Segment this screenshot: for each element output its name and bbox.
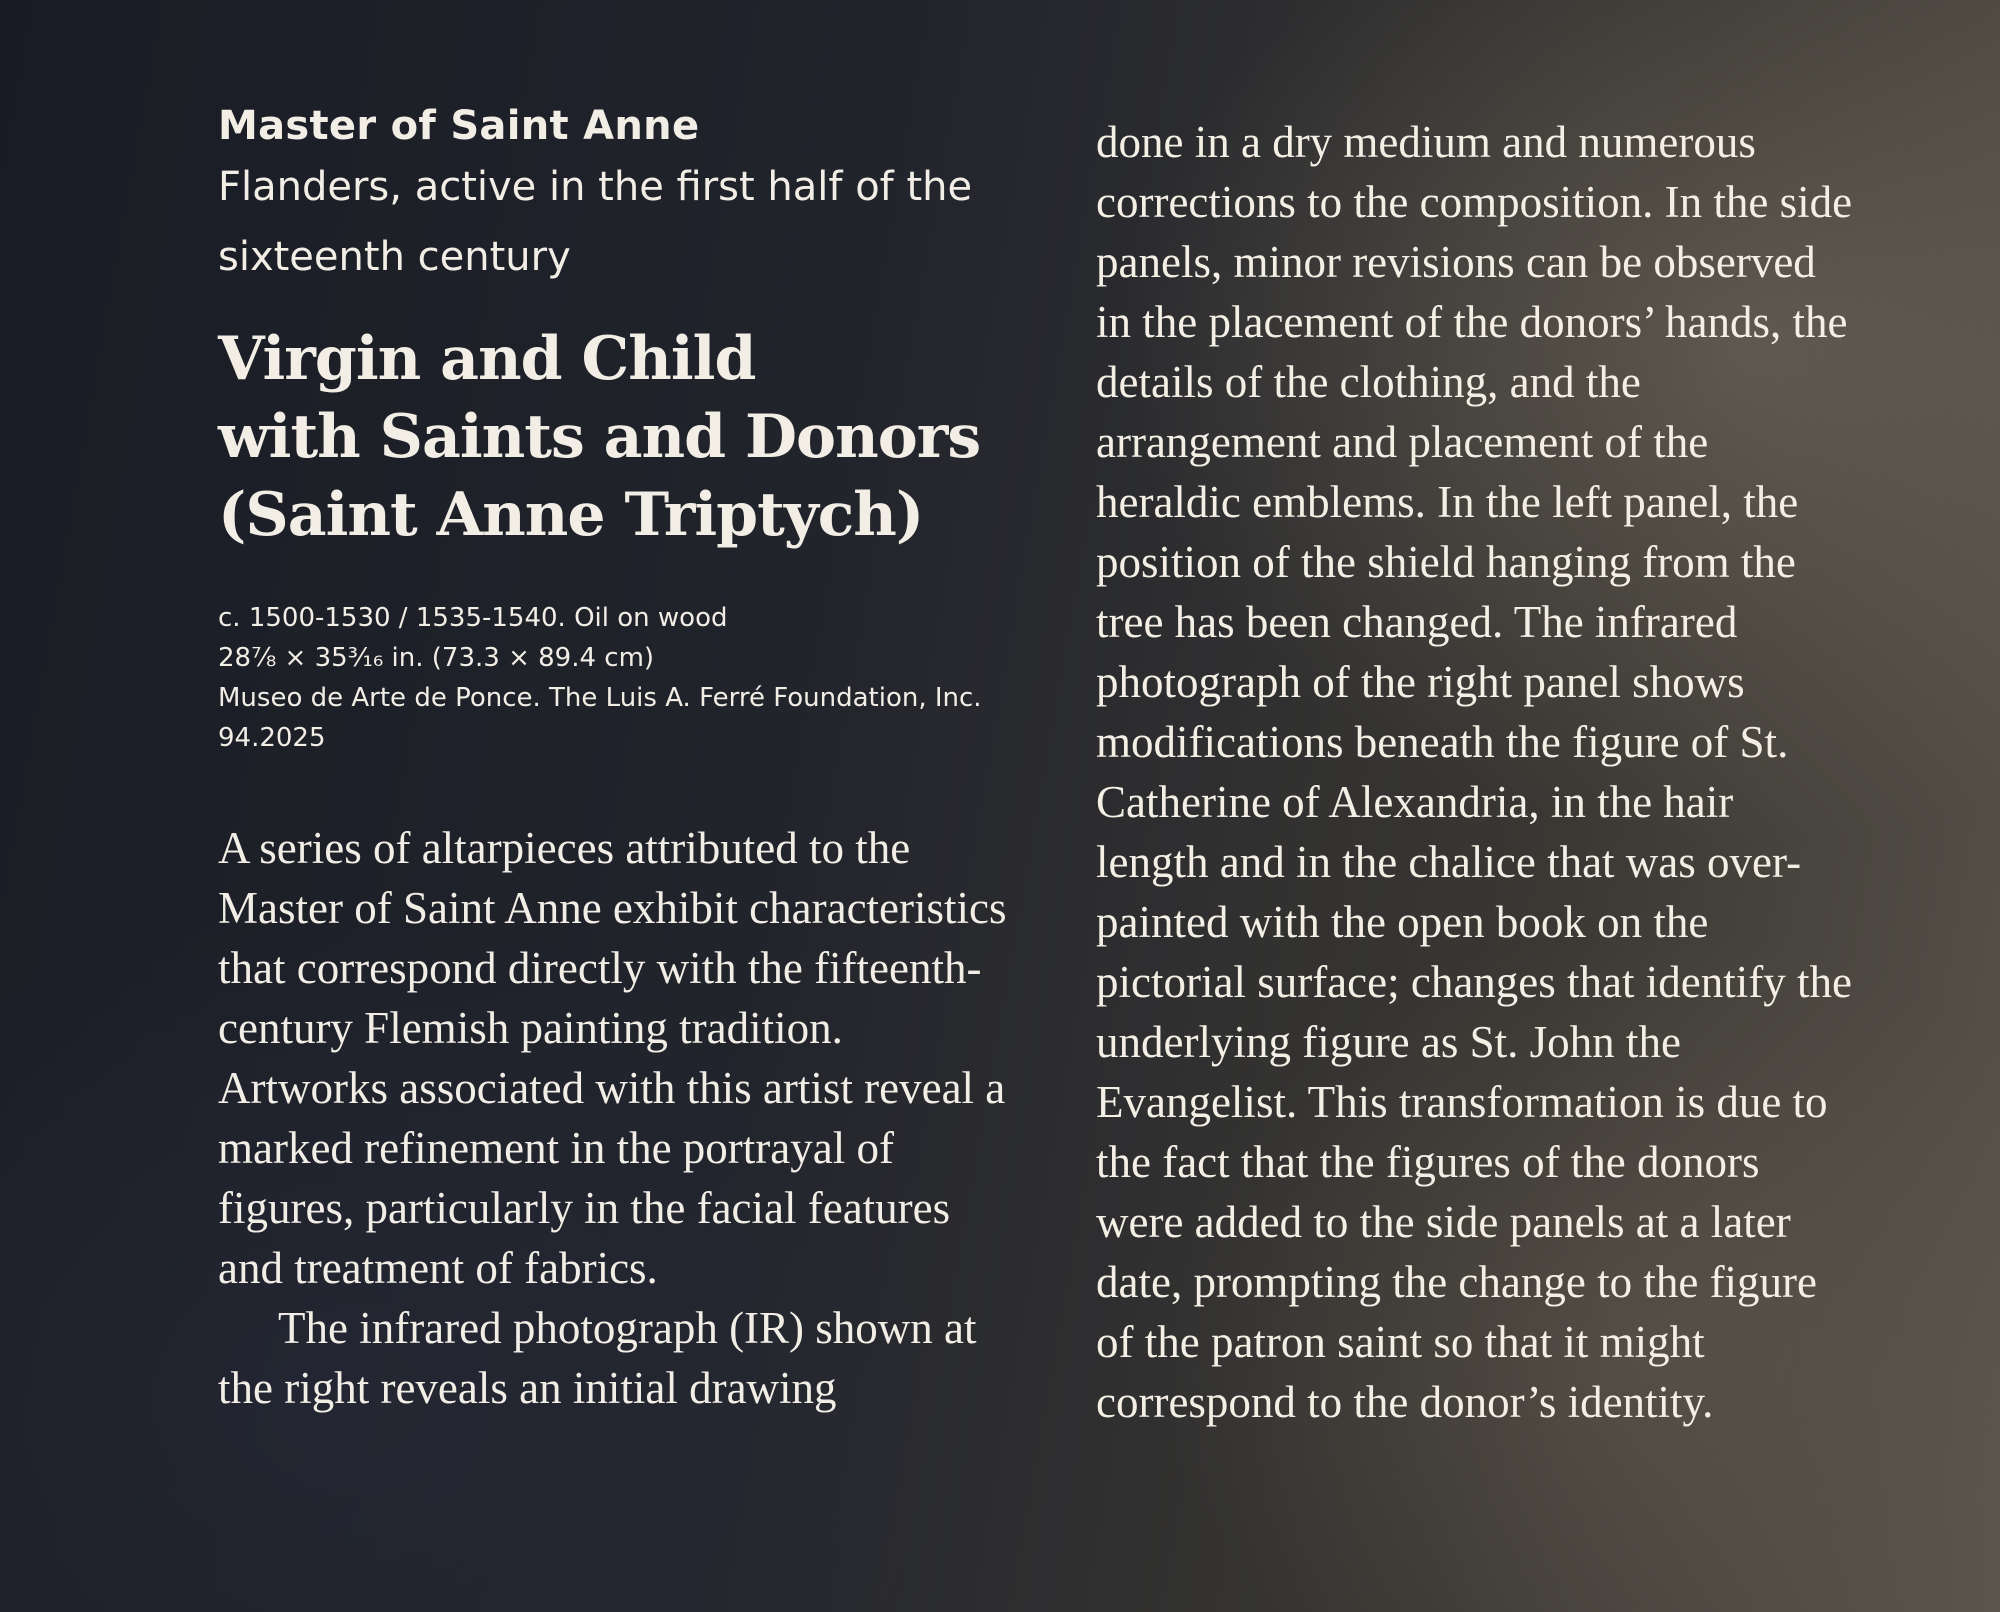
artwork-title: Virgin and Child with Saints and Donors (Saint Anne Triptych) [218,324,981,550]
label-left-column [218,100,1048,1418]
artist-origin: Flanders, active in the first half of the sixteenth century [218,164,973,280]
date-and-medium: c. 1500-1530 / 1535-1540. Oil on wood [218,603,728,633]
body-paragraph-2-start: The infrared photograph (IR) shown at the right reveals an initial drawing [218,1303,977,1413]
body-paragraph-2-continued: done in a dry medium and numerous corrections to the composition. In the side panels, minor revisions can be observed in the placement of the donors’ hands, the details of the clothing, and the arrangement and placement of the heraldic emblems. In the left panel, the position of the shield hanging from the tree has been changed. The infrared photograph of the right panel shows modifications beneath the figure of St. Catherine of Alexandria, in the hair length and in the chalice that was over-painted with the open book on the pictorial surface; changes that identify the underlying figure as St. John the Evangelist. This transformation is due to the fact that the figures of the donors were added to the side panels at a later date, prompting the change to the figure of the patron saint so that it might correspond to the donor’s identity. [1096,117,1853,1427]
credit-line: Museo de Arte de Ponce. The Luis A. Ferré Foundation, Inc. [218,683,982,713]
artist-name: Master of Saint Anne [218,103,700,149]
label-right-column [1096,112,1876,1432]
artwork-details [218,598,1048,758]
dimensions: 28⅞ × 35³⁄₁₆ in. (73.3 × 89.4 cm) [218,643,655,673]
accession-number: 94.2025 [218,723,326,753]
body-paragraph-1: A series of altarpieces attributed to the Master of Saint Anne exhibit characteristics that correspond directly with the fifteenth-century Flemish painting tradition. Artworks associated with this artist reveal a marked refinement in the portrayal of figures, particularly in the facial features and treatment of fabrics. [218,823,1007,1293]
